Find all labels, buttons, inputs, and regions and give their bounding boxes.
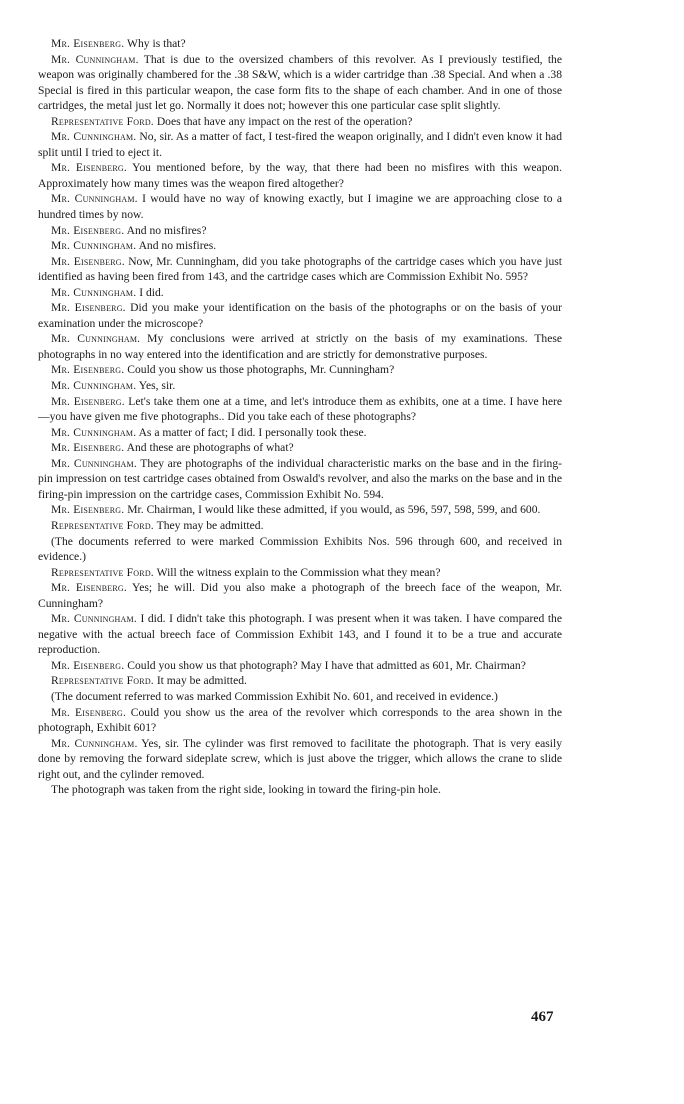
page-number: 467	[531, 1009, 554, 1025]
transcript-paragraph	[38, 52, 562, 114]
transcript-paragraph	[38, 658, 562, 674]
transcript-paragraph	[38, 580, 562, 611]
paragraph-text: They are photographs of the individual characteristic marks on the base and in the firing-pin impression on test cartridge cases obtained from Oswald's revolver, and also the marks on the base and in the firing-pin impression on the cartridge cases, Commission Exhibit No. 594.	[38, 456, 562, 501]
speaker-name: Mr. Eisenberg.	[51, 658, 125, 672]
paragraph-text: The photograph was taken from the right side, looking in toward the firing-pin hole.	[51, 783, 441, 797]
paragraph-text: I did.	[139, 285, 164, 299]
speaker-name: Mr. Cunningham.	[51, 239, 137, 253]
transcript-paragraph	[38, 114, 562, 130]
paragraph-text: They may be admitted.	[156, 518, 264, 532]
paragraph-text: Mr. Chairman, I would like these admitted, if you would, as 596, 597, 598, 599, and 600.	[127, 503, 541, 517]
speaker-name: Mr. Eisenberg.	[51, 223, 125, 237]
transcript-paragraph	[38, 238, 562, 254]
speaker-name: Mr. Eisenberg.	[51, 301, 126, 315]
transcript-paragraph	[38, 565, 562, 581]
paragraph-text: No, sir. As a matter of fact, I test-fired the weapon originally, and I didn't even know it had split until I tried to eject it.	[38, 130, 562, 159]
paragraph-text: Yes, sir. The cylinder was first removed to facilitate the photograph. That is very easily done by removing the forward sideplate screw, which is just above the trigger, which allows the crane to slide right out, and the cylinder removed.	[38, 736, 563, 781]
transcript-paragraph	[38, 160, 562, 191]
paragraph-text: Could you show us that photograph? May I have that admitted as 601, Mr. Chairman?	[127, 658, 526, 672]
transcript-paragraph	[38, 300, 562, 331]
transcript-paragraph	[38, 689, 562, 705]
transcript-paragraph	[38, 378, 562, 394]
transcript-paragraph	[38, 394, 562, 425]
speaker-name: Mr. Cunningham.	[51, 379, 137, 393]
speaker-name: Mr. Cunningham.	[51, 456, 137, 470]
speaker-name: Mr. Eisenberg.	[51, 581, 127, 595]
transcript-paragraph	[38, 36, 562, 52]
paragraph-text: It may be admitted.	[156, 674, 247, 688]
speaker-name: Mr. Cunningham.	[51, 52, 139, 66]
paragraph-text: I did. I didn't take this photograph. I was present when it was taken. I have compared the negative with the actual breech face of Commission Exhibit 143, and I found it to be a true and accurate reproduction.	[38, 612, 562, 657]
paragraph-text: As a matter of fact; I did. I personally took these.	[138, 425, 367, 439]
paragraph-text: Yes; he will. Did you also make a photograph of the breech face of the weapon, Mr. Cunningham?	[38, 581, 562, 610]
speaker-name: Mr. Eisenberg.	[51, 161, 128, 175]
paragraph-text: And no misfires?	[126, 223, 207, 237]
paragraph-text: Does that have any impact on the rest of the operation?	[156, 114, 413, 128]
speaker-name: Mr. Cunningham.	[51, 285, 137, 299]
speaker-name: Representative Ford.	[51, 674, 154, 688]
transcript-paragraph	[38, 285, 562, 301]
transcript-paragraph	[38, 331, 562, 362]
transcript-paragraph	[38, 254, 562, 285]
transcript-paragraph	[38, 362, 562, 378]
paragraph-text: Let's take them one at a time, and let's introduce them as exhibits, one at a time. I have here—you have given me five photographs.. Did you take each of these photographs?	[38, 394, 563, 424]
speaker-name: Mr. Cunningham.	[51, 192, 138, 206]
transcript-paragraph	[38, 456, 562, 503]
paragraph-text: Could you show us those photographs, Mr. Cunningham?	[127, 363, 395, 377]
transcript-paragraph	[38, 129, 562, 160]
speaker-name: Mr. Cunningham.	[51, 332, 141, 346]
speaker-name: Mr. Cunningham.	[51, 130, 137, 144]
speaker-name: Mr. Cunningham.	[51, 612, 137, 626]
transcript-body	[38, 36, 562, 798]
speaker-name: Mr. Eisenberg.	[51, 363, 125, 377]
transcript-paragraph	[38, 705, 562, 736]
transcript-paragraph	[38, 502, 562, 518]
transcript-paragraph	[38, 611, 562, 658]
paragraph-text: You mentioned before, by the way, that there had been no misfires with this weapon. Approximately how many times was the weapon fired altogether?	[38, 161, 562, 190]
paragraph-text: Now, Mr. Cunningham, did you take photographs of the cartridge cases which you have just identified as having been fired from 143, and the cartridge cases which are Commission Exhibit No. 595?	[38, 254, 562, 284]
transcript-paragraph	[38, 736, 562, 783]
transcript-paragraph	[38, 440, 562, 456]
transcript-paragraph	[38, 518, 562, 534]
speaker-name: Representative Ford.	[51, 114, 154, 128]
paragraph-text: And no misfires.	[138, 239, 217, 253]
paragraph-text: Will the witness explain to the Commission what they mean?	[156, 565, 441, 579]
speaker-name: Representative Ford.	[51, 565, 154, 579]
speaker-name: Mr. Eisenberg.	[51, 37, 125, 50]
transcript-paragraph	[38, 782, 562, 798]
speaker-name: Mr. Eisenberg.	[51, 503, 125, 517]
paragraph-text: (The documents referred to were marked Commission Exhibits Nos. 596 through 600, and received in evidence.)	[38, 534, 562, 564]
paragraph-text: (The document referred to was marked Commission Exhibit No. 601, and received in evidence.)	[51, 689, 498, 703]
paragraph-text: I would have no way of knowing exactly, but I imagine we are approaching close to a hundred times by now.	[38, 192, 562, 222]
transcript-paragraph	[38, 673, 562, 689]
speaker-name: Mr. Eisenberg.	[51, 705, 127, 719]
transcript-paragraph	[38, 223, 562, 239]
speaker-name: Mr. Eisenberg.	[51, 254, 125, 268]
paragraph-text: Could you show us the area of the revolver which corresponds to the area shown in the photograph, Exhibit 601?	[38, 705, 562, 735]
paragraph-text: My conclusions were arrived at strictly on the basis of my examinations. These photographs in no way entered into the identification and are strictly for demonstrative purposes.	[38, 332, 563, 361]
transcript-paragraph	[38, 534, 562, 565]
speaker-name: Mr. Cunningham.	[51, 425, 137, 439]
transcript-paragraph	[38, 425, 562, 441]
paragraph-text: Yes, sir.	[138, 379, 176, 393]
speaker-name: Representative Ford.	[51, 518, 154, 532]
speaker-name: Mr. Eisenberg.	[51, 441, 125, 455]
paragraph-text: Why is that?	[127, 37, 186, 50]
speaker-name: Mr. Cunningham.	[51, 736, 138, 750]
transcript-paragraph	[38, 191, 562, 222]
paragraph-text: Did you make your identification on the basis of the photographs or on the basis of your examination under the microscope?	[38, 301, 562, 330]
speaker-name: Mr. Eisenberg.	[51, 394, 125, 408]
paragraph-text: That is due to the oversized chambers of this revolver. As I previously testified, the weapon was originally chambered for the .38 S&W, which is a wider cartridge than .38 Special. And when a .38 Special is fired in this particular weapon, the case form fits to the shape of each chamber. And in one of those cartridges, the metal just let go. Normally it does not; however this one particular case split slightly.	[38, 52, 562, 113]
paragraph-text: And these are photographs of what?	[126, 441, 294, 455]
